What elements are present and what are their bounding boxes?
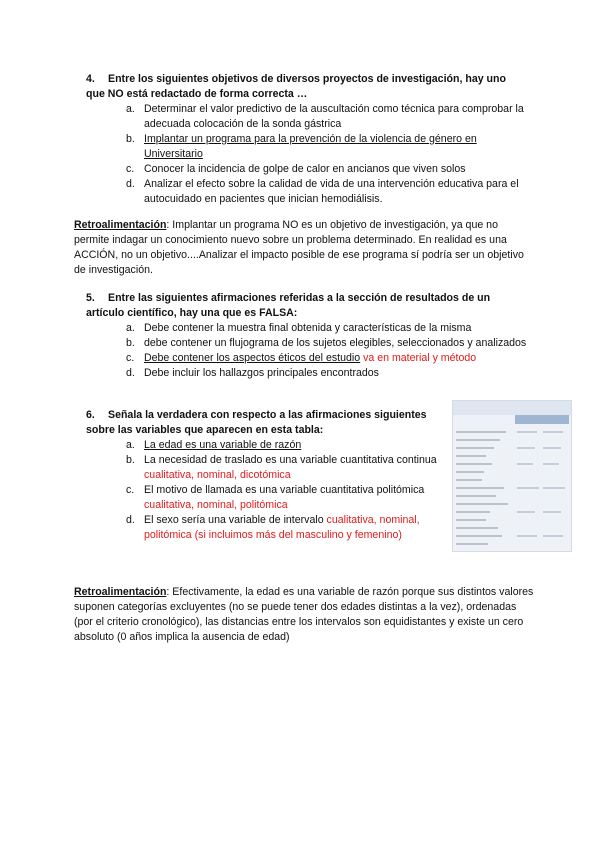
option-note: va en material y método xyxy=(360,352,477,364)
table-image-cell xyxy=(517,487,539,489)
table-image-row xyxy=(456,463,492,465)
table-image-cell xyxy=(517,511,535,513)
table-image-cell xyxy=(543,511,561,513)
option-b xyxy=(86,336,538,351)
option-text-correct: Implantar un programa para la prevención de la violencia de género en Universitario xyxy=(144,133,477,160)
table-image-cell xyxy=(543,535,563,537)
option-text: Debe incluir los hallazgos principales encontrados xyxy=(144,367,379,379)
option-letter: a. xyxy=(126,103,135,115)
table-image-cell xyxy=(517,463,533,465)
option-text: El motivo de llamada es una variable cuantitativa politómica xyxy=(144,484,425,496)
table-image-row xyxy=(456,479,482,481)
option-d xyxy=(86,513,440,543)
option-text: Determinar el valor predictivo de la auscultación como técnica para comprobar la adecuada colocación de la sonda gástrica xyxy=(144,103,524,130)
option-text-correct: La edad es una variable de razón xyxy=(144,439,302,451)
option-a xyxy=(86,102,538,132)
option-c xyxy=(86,162,538,177)
table-image-header xyxy=(515,415,569,424)
table-image-row xyxy=(456,527,498,529)
question-number: 5. xyxy=(86,292,95,304)
option-note: cualitativa, nominal, politómica xyxy=(144,499,288,511)
option-text: La necesidad de traslado es una variable cuantitativa continua xyxy=(144,454,437,466)
option-text: Debe contener la muestra final obtenida y características de la misma xyxy=(144,322,472,334)
option-text: Analizar el efecto sobre la calidad de vida de una intervención educativa para el autocuidado en pacientes que inician hemodiálisis. xyxy=(144,178,519,205)
option-c xyxy=(86,483,440,513)
option-b xyxy=(86,453,440,483)
question-4-heading xyxy=(86,72,526,102)
option-letter: c. xyxy=(126,484,135,496)
table-image-cell xyxy=(517,431,537,433)
feedback-1 xyxy=(74,218,534,278)
option-letter: d. xyxy=(126,367,135,379)
table-image-row xyxy=(456,471,484,473)
option-text-correct: Debe contener los aspectos éticos del estudio xyxy=(144,352,361,364)
question-5-heading xyxy=(86,291,526,321)
table-image-row xyxy=(456,495,496,497)
feedback-text: : Efectivamente, la edad es una variable de razón porque sus distintos valores suponen categorías excluyentes (no se puede tener dos edades distintas a la vez), ordenadas (por el criterio cronológico), las distancias entre los intervalos son equidistantes y existe un cero absoluto (0 años implica la ausencia de edad) xyxy=(74,586,534,643)
option-d xyxy=(86,177,538,207)
table-image-cell xyxy=(517,447,535,449)
option-text: Conocer la incidencia de golpe de calor en ancianos que viven solos xyxy=(144,163,466,175)
table-image-cell xyxy=(543,487,565,489)
option-a xyxy=(86,438,440,453)
option-text: debe contener un flujograma de los sujetos elegibles, seleccionados y analizados xyxy=(144,337,527,349)
table-image-row xyxy=(456,487,504,489)
option-text: El sexo sería una variable de intervalo xyxy=(144,514,324,526)
feedback-label: Retroalimentación xyxy=(74,219,167,231)
table-image-row xyxy=(456,431,506,433)
question-6-heading xyxy=(86,408,446,438)
feedback-text: : Implantar un programa NO es un objetivo de investigación, ya que no permite indagar un conocimiento nuevo sobre un problema determinado. En realidad es una ACCIÓN, no un objetivo....Analizar el impacto posible de ese programa sí podría ser un objetivo de investigación. xyxy=(74,219,524,276)
option-letter: a. xyxy=(126,322,135,334)
question-number: 6. xyxy=(86,409,95,421)
option-letter: a. xyxy=(126,439,135,451)
option-letter: c. xyxy=(126,352,135,364)
question-text: Señala la verdadera con respecto a las afirmaciones siguientes sobre las variables que aparecen en esta tabla: xyxy=(86,409,427,436)
table-image-row xyxy=(456,511,490,513)
option-letter: c. xyxy=(126,163,135,175)
question-4 xyxy=(86,72,526,207)
table-image-row xyxy=(456,503,508,505)
option-b xyxy=(86,132,538,162)
table-image-cell xyxy=(543,431,563,433)
option-note: cualitativa, nominal, dicotómica xyxy=(144,469,291,481)
option-c xyxy=(86,351,538,366)
variables-table-image xyxy=(452,400,572,552)
table-image-cell xyxy=(543,463,559,465)
option-letter: d. xyxy=(126,514,135,526)
question-text: Entre los siguientes objetivos de diversos proyectos de investigación, hay uno que NO está redactado de forma correcta … xyxy=(86,73,506,100)
table-image-row xyxy=(456,439,500,441)
table-image-row xyxy=(456,455,486,457)
feedback-2 xyxy=(74,585,534,645)
table-image-row xyxy=(456,543,488,545)
option-letter: b. xyxy=(126,133,135,145)
feedback-label: Retroalimentación xyxy=(74,586,167,598)
table-image-title-bar xyxy=(453,401,571,415)
option-letter: b. xyxy=(126,454,135,466)
question-number: 4. xyxy=(86,73,95,85)
option-a xyxy=(86,321,538,336)
table-image-row xyxy=(456,535,502,537)
option-note: cualitativa, nominal, politómica (si incluimos más del masculino y femenino) xyxy=(144,514,420,541)
question-6 xyxy=(86,408,446,543)
table-image-row xyxy=(456,519,486,521)
table-image-cell xyxy=(543,447,561,449)
question-5 xyxy=(86,291,526,381)
table-image-cell xyxy=(517,535,537,537)
option-d xyxy=(86,366,538,381)
option-letter: d. xyxy=(126,178,135,190)
question-text: Entre las siguientes afirmaciones referidas a la sección de resultados de un artículo científico, hay una que es FALSA: xyxy=(86,292,491,319)
option-letter: b. xyxy=(126,337,135,349)
table-image-row xyxy=(456,447,494,449)
